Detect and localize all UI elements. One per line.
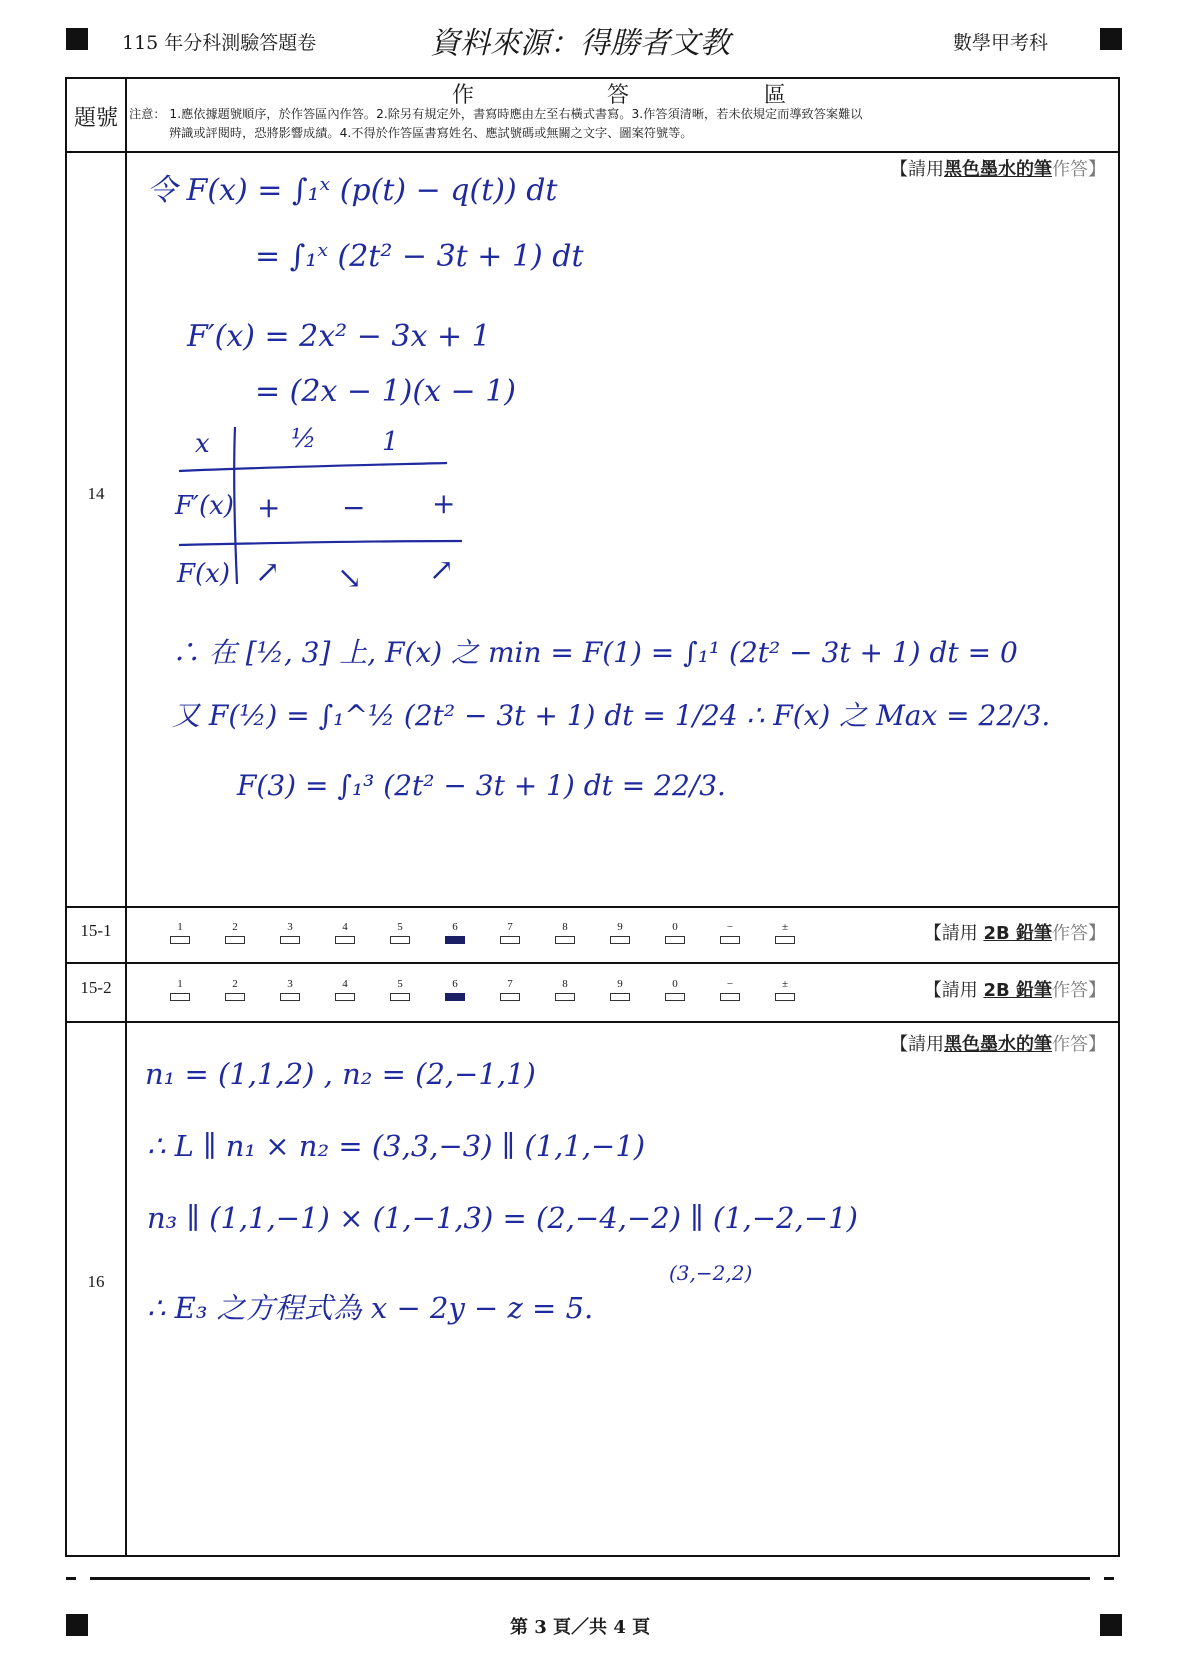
bubble-box (610, 936, 630, 944)
source-note: 資料來源：得勝者文教 (430, 26, 730, 61)
sign-table-x-value: 1 (382, 427, 399, 457)
pen-note-tail: 作答】 (1052, 1034, 1106, 1055)
sign-table-trend: ↘ (337, 561, 363, 596)
sign-table-trend: ↗ (255, 555, 281, 590)
bubble-box (445, 936, 465, 944)
pen-note-open: 【請用 (890, 159, 944, 180)
sign-table-row-label: F(x) (177, 559, 230, 589)
answer-bubble[interactable] (222, 921, 248, 944)
bubble-label: ± (781, 921, 789, 933)
q16-line: ∴ E₃ 之方程式為 x − 2y − z = 5. (147, 1291, 594, 1325)
pen-instruction-pencil (924, 976, 1106, 1002)
pen-note-em: 黑色墨水的筆 (944, 1034, 1052, 1055)
q14-line: = ∫₁ˣ (2t² − 3t + 1) dt (255, 239, 584, 274)
bubble-label: 6 (452, 978, 458, 990)
bubble-label: 8 (562, 978, 568, 990)
bubble-box (335, 936, 355, 944)
answer-bubble[interactable] (717, 978, 743, 1001)
bubble-box (720, 993, 740, 1001)
q14-line: 令 F(x) = ∫₁ˣ (p(t) − q(t)) dt (147, 173, 558, 208)
pen-note-em: 黑色墨水的筆 (944, 159, 1052, 180)
sign-table-sign: − (342, 491, 366, 524)
question-number-15-1: 15-1 (80, 921, 112, 940)
answer-bubble[interactable] (332, 978, 358, 1001)
bubble-box (225, 993, 245, 1001)
pen-note-open: 【請用 (923, 980, 984, 1001)
question-number-16: 16 (87, 1272, 105, 1291)
answer-bubble[interactable] (497, 921, 523, 944)
answer-bubble[interactable] (607, 978, 633, 1001)
bubble-box (225, 936, 245, 944)
zone-title-char: 答 (607, 83, 630, 108)
question-number-14: 14 (87, 484, 105, 503)
sign-table-row-label: F′(x) (175, 491, 234, 521)
bubble-label: 0 (672, 978, 678, 990)
sign-table-trend: ↗ (429, 553, 455, 588)
bubble-box (335, 993, 355, 1001)
bubble-label: 7 (507, 978, 513, 990)
bubble-label: 1 (177, 978, 183, 990)
bubble-label: 4 (342, 978, 348, 990)
q16-line: n₁ = (1,1,2) , n₂ = (2,−1,1) (145, 1057, 536, 1091)
qno-header: 題號 (73, 106, 118, 131)
answer-bubble[interactable] (387, 978, 413, 1001)
bubble-label: 9 (617, 921, 623, 933)
page-number: 第 3 頁／共 4 頁 (510, 1617, 651, 1638)
answer-bubble[interactable] (442, 921, 468, 944)
q14-line: F′(x) = 2x² − 3x + 1 (187, 319, 491, 354)
notice-line: 注意： 1.應依據題號順序，於作答區內作答。2.除另有規定外，書寫時應由左至右橫式書寫。3.作答須清晰，若未依規定而導致答案難以 (129, 107, 863, 121)
bubble-label: − (726, 921, 734, 933)
bubble-box (610, 993, 630, 1001)
zone-title-char: 區 (764, 83, 787, 108)
sign-table-x-value: ½ (291, 424, 317, 454)
answer-bubble[interactable] (332, 921, 358, 944)
bubble-box (445, 993, 465, 1001)
q16-line: ∴ L ∥ n₁ × n₂ = (3,3,−3) ∥ (1,1,−1) (147, 1129, 646, 1163)
answer-bubble[interactable] (772, 921, 798, 944)
bubble-box (170, 936, 190, 944)
answer-bubble[interactable] (222, 978, 248, 1001)
zone-title-char: 作 (452, 83, 475, 108)
corner-mark-top-right (1100, 28, 1122, 50)
bubble-label: ± (781, 978, 789, 990)
answer-bubble[interactable] (662, 921, 688, 944)
q16-eq-note: (3,−2,2) (669, 1261, 753, 1285)
bubble-box (280, 936, 300, 944)
answer-bubble[interactable] (277, 921, 303, 944)
bottom-rule-dash (1104, 1577, 1114, 1580)
bubble-box (170, 993, 190, 1001)
bubble-label: 5 (397, 921, 403, 933)
pen-note-tail: 作答】 (1052, 980, 1106, 1001)
pen-note-tail: 作答】 (1052, 923, 1106, 944)
bubble-box (775, 993, 795, 1001)
question-number-15-2: 15-2 (80, 978, 112, 997)
notice-line: 辨識或評閱時，恐將影響成績。4.不得於作答區書寫姓名、應試號碼或無關之文字、圖案符號等。 (169, 126, 693, 140)
bubble-label: − (726, 978, 734, 990)
answer-bubble[interactable] (167, 921, 193, 944)
answer-bubble[interactable] (552, 978, 578, 1001)
pen-note-open: 【請用 (923, 923, 984, 944)
sign-table-x-label: x (195, 429, 210, 459)
exam-title: 115 年分科測驗答題卷 (122, 32, 317, 54)
bubble-box (500, 993, 520, 1001)
bubble-label: 1 (177, 921, 183, 933)
bubble-label: 9 (617, 978, 623, 990)
bubble-box (390, 936, 410, 944)
answer-bubble[interactable] (552, 921, 578, 944)
q14-line: 又 F(½) = ∫₁^½ (2t² − 3t + 1) dt = 1/24 ∴ F(x) 之 Max = 22/3. (172, 699, 1051, 732)
answer-bubble[interactable] (772, 978, 798, 1001)
answer-bubble[interactable] (277, 978, 303, 1001)
bubble-label: 7 (507, 921, 513, 933)
bubble-box (280, 993, 300, 1001)
bubble-box (500, 936, 520, 944)
q14-line: F(3) = ∫₁³ (2t² − 3t + 1) dt = 22/3. (237, 769, 726, 802)
answer-sheet (65, 77, 1120, 1557)
answer-bubble[interactable] (607, 921, 633, 944)
corner-mark-top-left (66, 28, 88, 50)
bubble-box (555, 993, 575, 1001)
sign-table-lines (67, 79, 1122, 1559)
answer-bubble[interactable] (442, 978, 468, 1001)
bubble-box (720, 936, 740, 944)
pen-instruction-black (890, 1030, 1106, 1056)
bubble-label: 2 (232, 978, 238, 990)
pen-note-em: 2B 鉛筆 (983, 923, 1052, 944)
bubble-box (775, 936, 795, 944)
answer-bubble[interactable] (387, 921, 413, 944)
bubble-box (665, 993, 685, 1001)
pen-note-open: 【請用 (890, 1034, 944, 1055)
pen-note-tail: 作答】 (1052, 159, 1106, 180)
answer-bubble[interactable] (717, 921, 743, 944)
bubble-label: 8 (562, 921, 568, 933)
bubble-box (665, 936, 685, 944)
sign-table-sign: + (432, 487, 456, 520)
q14-line: ∴ 在 [½, 3] 上, F(x) 之 min = F(1) = ∫₁¹ (2t² − 3t + 1) dt = 0 (172, 636, 1018, 669)
bottom-rule (90, 1577, 1090, 1580)
bubble-label: 5 (397, 978, 403, 990)
answer-bubble[interactable] (167, 978, 193, 1001)
bubble-label: 4 (342, 921, 348, 933)
bottom-rule-dash (66, 1577, 76, 1580)
subject-title: 數學甲考科 (953, 32, 1049, 54)
sign-table-sign: + (257, 491, 281, 524)
bubble-label: 0 (672, 921, 678, 933)
bubble-box (555, 936, 575, 944)
bubble-label: 6 (452, 921, 458, 933)
answer-bubble[interactable] (662, 978, 688, 1001)
corner-mark-bottom-right (1100, 1614, 1122, 1636)
pen-note-em: 2B 鉛筆 (983, 980, 1052, 1001)
bubble-box (390, 993, 410, 1001)
q14-line: = (2x − 1)(x − 1) (255, 374, 517, 409)
q16-line: n₃ ∥ (1,1,−1) × (1,−1,3) = (2,−4,−2) ∥ (1,−2,−1) (147, 1201, 858, 1235)
bubble-label: 3 (287, 978, 293, 990)
bubble-label: 3 (287, 921, 293, 933)
pen-instruction-pencil (924, 919, 1106, 945)
corner-mark-bottom-left (66, 1614, 88, 1636)
bubble-label: 2 (232, 921, 238, 933)
answer-bubble[interactable] (497, 978, 523, 1001)
